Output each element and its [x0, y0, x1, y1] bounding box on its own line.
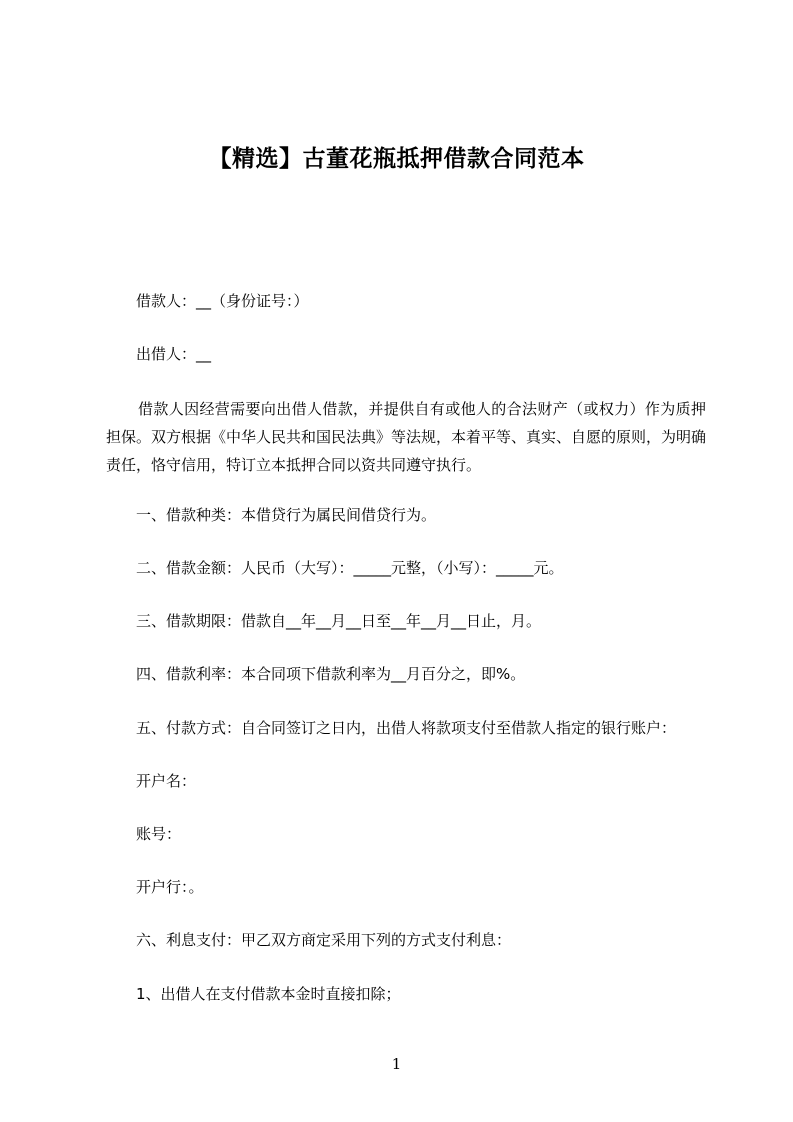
page-number: 1: [391, 1055, 402, 1073]
clause-interest-rate: 四、借款利率：本合同项下借款利率为__月百分之，即%。: [136, 665, 526, 683]
clause-loan-term: 三、借款期限：借款自__年__月__日至__年__月__日止，月。: [136, 612, 542, 630]
account-bank-line: 开户行：。: [136, 878, 204, 896]
lender-line: 出借人：__: [136, 345, 212, 363]
clause-loan-type: 一、借款种类：本借贷行为属民间借贷行为。: [136, 506, 437, 524]
clause-interest-item-1: 1、出借人在支付借款本金时直接扣除；: [136, 985, 401, 1003]
clause-loan-amount: 二、借款金额：人民币（大写）：_____元整，（小写）：_____元。: [136, 559, 564, 577]
account-name-line: 开户名：: [136, 772, 197, 790]
clause-interest-payment: 六、利息支付：甲乙双方商定采用下列的方式支付利息：: [136, 931, 512, 949]
account-number-line: 账号：: [136, 825, 182, 843]
borrower-line: 借款人：__（身份证号：）: [136, 292, 309, 310]
intro-paragraph: 借款人因经营需要向出借人借款，并提供自有或他人的合法财产（或权力）作为质押担保。双方根据《中华人民共和国民法典》等法规，本着平等、真实、自愿的原则，为明确责任，恪守信用，特订立本抵押合同以资共同遵守执行。: [106, 400, 707, 474]
document-title: 【精选】古董花瓶抵押借款合同范本: [208, 146, 585, 172]
clause-payment-method: 五、付款方式：自合同签订之日内，出借人将款项支付至借款人指定的银行账户：: [136, 719, 677, 737]
